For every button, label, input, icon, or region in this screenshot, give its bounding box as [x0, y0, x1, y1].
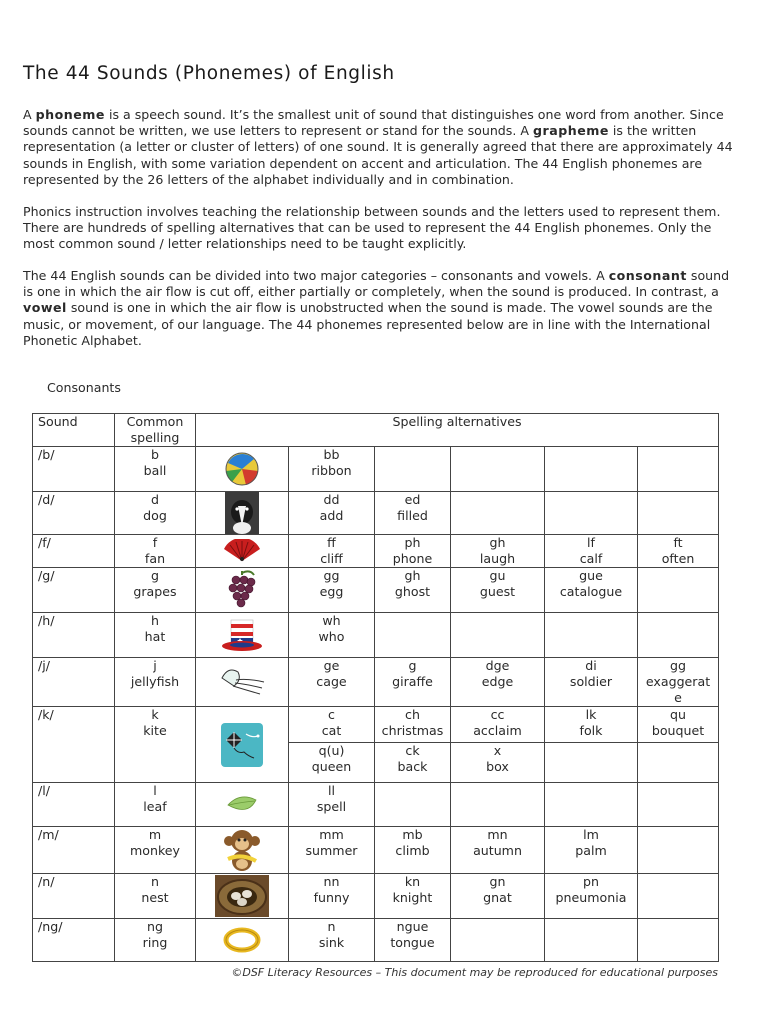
spelling-text: j	[153, 658, 157, 673]
spelling-text: summer	[305, 843, 358, 858]
spelling-text: cc	[490, 707, 505, 722]
spelling-text: hat	[144, 629, 166, 644]
spelling-text: mn	[487, 827, 508, 842]
spelling-alternative-cell	[545, 827, 638, 874]
picture-cell	[196, 535, 289, 568]
spelling-text: back	[397, 759, 428, 774]
spelling-alternative-cell	[638, 568, 719, 613]
spelling-text: bouquet	[651, 723, 705, 738]
spelling-alternative-cell	[451, 707, 545, 743]
spelling-alternative-cell	[451, 874, 545, 919]
spelling-text: pn	[583, 874, 599, 889]
nest-icon	[196, 875, 288, 917]
spelling-alternative-cell	[451, 535, 545, 568]
sound-cell: /l/	[33, 783, 115, 827]
spelling-text: folk	[579, 723, 603, 738]
text-run: is a speech sound. It’s the smallest unit of sound that distinguishes one word from another. Since sounds cannot be written, we use letters to represent or stand for the sounds. A	[23, 107, 724, 139]
spelling-text: add	[319, 508, 344, 523]
picture-cell	[196, 658, 289, 707]
spelling-alternative-cell	[375, 658, 451, 707]
spelling-text: nn	[323, 874, 340, 889]
spelling-text: b	[151, 447, 159, 462]
empty-cell	[545, 743, 638, 783]
spelling-text: ch	[405, 707, 420, 722]
spelling-alternative-cell	[375, 783, 451, 827]
spelling-alternative-cell	[638, 707, 719, 743]
spelling-alternative-cell	[451, 919, 545, 962]
spelling-text: knight	[392, 890, 433, 905]
spelling-text: fan	[144, 551, 166, 566]
spelling-text: ring	[142, 935, 168, 950]
spelling-text: acclaim	[473, 723, 522, 738]
spelling-alternative-cell	[451, 492, 545, 535]
dog-icon	[196, 492, 288, 534]
spelling-text: ng	[147, 919, 163, 934]
spelling-text: ball	[143, 463, 167, 478]
sound-cell: /b/	[33, 447, 115, 492]
text-run: sound is one in which the air flow is cut off, either partially or completely, when the sound is produced. In contrast, a	[23, 268, 730, 300]
spelling-alternative-cell	[451, 783, 545, 827]
spelling-alternative-cell	[375, 919, 451, 962]
spelling-text: gnat	[483, 890, 512, 905]
spelling-alternative-cell	[289, 783, 375, 827]
spelling-alternative-cell	[638, 827, 719, 874]
spelling-text: lk	[585, 707, 597, 722]
common-spelling-cell	[115, 568, 196, 613]
spelling-alternative-cell	[375, 707, 451, 743]
table-row	[33, 783, 719, 827]
spelling-alternative-cell	[545, 568, 638, 613]
table-row	[33, 492, 719, 535]
categories-paragraph	[23, 268, 743, 349]
spelling-text: dog	[143, 508, 167, 523]
spelling-text: gn	[489, 874, 506, 889]
spelling-text: filled	[397, 508, 428, 523]
common-spelling-cell	[115, 707, 196, 783]
common-spelling-cell	[115, 874, 196, 919]
sound-cell: /f/	[33, 535, 115, 568]
spelling-text: ed	[404, 492, 421, 507]
spelling-text: n	[327, 919, 336, 934]
text-run: A	[23, 107, 36, 122]
spelling-text: soldier	[569, 674, 613, 689]
spelling-text: gh	[489, 535, 506, 550]
picture-cell	[196, 447, 289, 492]
keyword-phoneme: phoneme	[35, 107, 105, 122]
spelling-text: palm	[575, 843, 607, 858]
spelling-text: ge	[323, 658, 340, 673]
spelling-text: e	[674, 690, 682, 705]
spelling-text: exaggerat	[645, 674, 711, 689]
spelling-text: leaf	[143, 799, 167, 814]
picture-cell	[196, 919, 289, 962]
sound-cell: /m/	[33, 827, 115, 874]
spelling-alternative-cell	[451, 613, 545, 658]
jellyfish-icon	[196, 664, 288, 700]
table-row	[33, 658, 719, 707]
empty-cell	[638, 743, 719, 783]
spelling-text: egg	[319, 584, 344, 599]
picture-cell	[196, 827, 289, 874]
spelling-text: ngue	[396, 919, 429, 934]
spelling-alternative-cell	[375, 447, 451, 492]
spelling-text: dd	[323, 492, 340, 507]
table-row	[33, 919, 719, 962]
spelling-alternative-cell	[289, 568, 375, 613]
spelling-text: mb	[402, 827, 423, 842]
spelling-text: g	[151, 568, 159, 583]
common-spelling-cell	[115, 613, 196, 658]
section-label-consonants: Consonants	[47, 380, 121, 395]
spelling-text: dge	[485, 658, 510, 673]
consonants-table	[32, 413, 719, 962]
spelling-alternative-cell	[545, 783, 638, 827]
spelling-text: d	[151, 492, 159, 507]
spelling-text: climb	[395, 843, 430, 858]
spelling-text: q(u)	[318, 743, 345, 758]
picture-cell	[196, 613, 289, 658]
spelling-alternative-cell	[451, 827, 545, 874]
spelling-alternative-cell	[451, 447, 545, 492]
spelling-text: gg	[670, 658, 687, 673]
spelling-text: jellyfish	[130, 674, 180, 689]
common-spelling-cell	[115, 827, 196, 874]
picture-cell	[196, 707, 289, 783]
spelling-alternative-cell	[545, 535, 638, 568]
spelling-alternative-cell	[638, 492, 719, 535]
header-spelling-alternatives: Spelling alternatives	[196, 414, 719, 447]
spelling-alternative-cell	[289, 613, 375, 658]
spelling-text: sink	[318, 935, 345, 950]
copyright-footer: ©DSF Literacy Resources – This document may be reproduced for educational purposes	[231, 966, 718, 979]
spelling-text: f	[152, 535, 158, 550]
spelling-text: ribbon	[311, 463, 352, 478]
table-row	[33, 874, 719, 919]
spelling-alternative-cell	[289, 447, 375, 492]
spelling-text: christmas	[381, 723, 444, 738]
spelling-alternative-cell	[289, 535, 375, 568]
spelling-text: gue	[579, 568, 603, 583]
spelling-text: cat	[321, 723, 342, 738]
spelling-text: ff	[327, 535, 336, 550]
table-row	[33, 827, 719, 874]
spelling-text: g	[408, 658, 417, 673]
spelling-text: giraffe	[392, 674, 433, 689]
keyword-consonant: consonant	[608, 268, 687, 283]
spelling-text: spell	[316, 799, 347, 814]
ball-icon	[196, 451, 288, 487]
header-common-spelling: Common spelling	[115, 414, 196, 447]
keyword-grapheme: grapheme	[533, 123, 609, 139]
spelling-alternative-cell	[289, 743, 375, 783]
phonics-paragraph: Phonics instruction involves teaching the relationship between sounds and the letters used to represent them. There are hundreds of spelling alternatives that can be used to represent the 44 English phonemes. Only the most common sound / letter relationships need to be taught explicitly.	[23, 204, 721, 252]
common-spelling-cell	[115, 783, 196, 827]
page-title: The 44 Sounds (Phonemes) of English	[23, 63, 395, 84]
text-run: is the written representation (a letter or cluster of letters) of one sound. It is generally agreed that there are approximately 44 sounds in English, with some variation dependent on accent and articulation. The 44 English phonemes are represented by the 26 letters of the alphabet individually and in combination.	[23, 123, 733, 187]
spelling-alternative-cell	[375, 743, 451, 783]
hat-icon	[196, 616, 288, 654]
common-spelling-cell	[115, 492, 196, 535]
ring-icon	[196, 927, 288, 953]
spelling-text: n	[151, 874, 159, 889]
common-spelling-cell	[115, 658, 196, 707]
spelling-text: calf	[579, 551, 603, 566]
spelling-text: queen	[311, 759, 352, 774]
spelling-text: gh	[404, 568, 421, 583]
spelling-alternative-cell	[638, 919, 719, 962]
spelling-alternative-cell	[375, 568, 451, 613]
sound-cell: /k/	[33, 707, 115, 783]
kite-icon	[196, 722, 288, 768]
spelling-text: funny	[313, 890, 350, 905]
sound-cell: /g/	[33, 568, 115, 613]
spelling-alternative-cell	[451, 568, 545, 613]
spelling-text: tongue	[390, 935, 435, 950]
spelling-text: x	[493, 743, 502, 758]
table-row	[33, 568, 719, 613]
spelling-text: who	[318, 629, 345, 644]
spelling-text: lf	[587, 535, 595, 550]
spelling-text: catalogue	[559, 584, 623, 599]
common-spelling-cell	[115, 535, 196, 568]
spelling-alternative-cell	[545, 447, 638, 492]
spelling-text: lm	[583, 827, 599, 842]
spelling-text: laugh	[479, 551, 516, 566]
spelling-alternative-cell	[545, 874, 638, 919]
spelling-alternative-cell	[289, 919, 375, 962]
fan-icon	[196, 539, 288, 563]
spelling-text: ft	[673, 535, 683, 550]
sound-cell: /h/	[33, 613, 115, 658]
spelling-text: ghost	[394, 584, 431, 599]
spelling-alternative-cell	[451, 743, 545, 783]
spelling-text: qu	[670, 707, 687, 722]
spelling-alternative-cell	[375, 492, 451, 535]
table-header-row	[33, 414, 719, 447]
spelling-text: ck	[405, 743, 420, 758]
grapes-icon	[196, 569, 288, 611]
spelling-alternative-cell	[375, 613, 451, 658]
spelling-text: pneumonia	[555, 890, 627, 905]
picture-cell	[196, 783, 289, 827]
leaf-icon	[196, 794, 288, 816]
spelling-text: c	[328, 707, 335, 722]
spelling-text: grapes	[133, 584, 177, 599]
picture-cell	[196, 874, 289, 919]
spelling-text: m	[148, 827, 162, 842]
spelling-alternative-cell	[375, 874, 451, 919]
picture-cell	[196, 568, 289, 613]
spelling-alternative-cell	[545, 658, 638, 707]
spelling-alternative-cell	[375, 535, 451, 568]
spelling-text: ll	[328, 783, 335, 798]
spelling-alternative-cell	[638, 613, 719, 658]
sound-cell: /d/	[33, 492, 115, 535]
text-run: sound is one in which the air flow is unobstructed when the sound is made. The vowel sounds are the music, or movement, of our language. The 44 phonemes represented below are in line with the International Phonetic Alphabet.	[23, 300, 713, 348]
table-row	[33, 535, 719, 568]
spelling-text: box	[486, 759, 509, 774]
spelling-alternative-cell	[289, 827, 375, 874]
spelling-text: guest	[479, 584, 516, 599]
spelling-alternative-cell	[638, 535, 719, 568]
spelling-text: often	[661, 551, 695, 566]
spelling-text: gg	[323, 568, 340, 583]
spelling-text: cage	[316, 674, 347, 689]
header-sound: Sound	[33, 414, 115, 447]
spelling-alternative-cell	[545, 707, 638, 743]
spelling-text: kite	[143, 723, 167, 738]
spelling-text: ph	[404, 535, 421, 550]
common-spelling-cell	[115, 447, 196, 492]
spelling-alternative-cell	[638, 783, 719, 827]
spelling-text: h	[151, 613, 159, 628]
table-body	[33, 414, 719, 962]
common-spelling-cell	[115, 919, 196, 962]
spelling-alternative-cell	[545, 919, 638, 962]
sound-cell: /ng/	[33, 919, 115, 962]
spelling-text: monkey	[130, 843, 180, 858]
spelling-alternative-cell	[545, 492, 638, 535]
spelling-alternative-cell	[638, 447, 719, 492]
spelling-text: edge	[481, 674, 514, 689]
spelling-text: phone	[392, 551, 433, 566]
spelling-alternative-cell	[545, 613, 638, 658]
spelling-alternative-cell	[638, 874, 719, 919]
picture-cell	[196, 492, 289, 535]
sound-cell: /j/	[33, 658, 115, 707]
spelling-alternative-cell	[375, 827, 451, 874]
spelling-text: cliff	[320, 551, 343, 566]
spelling-text: k	[151, 707, 159, 722]
spelling-text: bb	[323, 447, 340, 462]
spelling-text: wh	[322, 613, 341, 628]
spelling-text: kn	[404, 874, 421, 889]
keyword-vowel: vowel	[23, 300, 67, 316]
spelling-alternative-cell	[451, 658, 545, 707]
monkey-icon	[196, 827, 288, 873]
spelling-alternative-cell	[289, 874, 375, 919]
sound-cell: /n/	[33, 874, 115, 919]
spelling-text: mm	[319, 827, 344, 842]
spelling-text: di	[585, 658, 597, 673]
text-run: The 44 English sounds can be divided into two major categories – consonants and vowels. A	[23, 268, 609, 283]
spelling-text: gu	[489, 568, 506, 583]
intro-paragraph	[23, 107, 743, 188]
spelling-alternative-cell	[289, 658, 375, 707]
table-row	[33, 447, 719, 492]
table-row	[33, 707, 719, 743]
spelling-text: autumn	[473, 843, 522, 858]
spelling-alternative-cell	[289, 707, 375, 743]
table-row	[33, 613, 719, 658]
spelling-alternative-cell	[289, 492, 375, 535]
spelling-alternative-cell	[638, 658, 719, 707]
spelling-text: nest	[141, 890, 169, 905]
spelling-text: l	[153, 783, 157, 798]
